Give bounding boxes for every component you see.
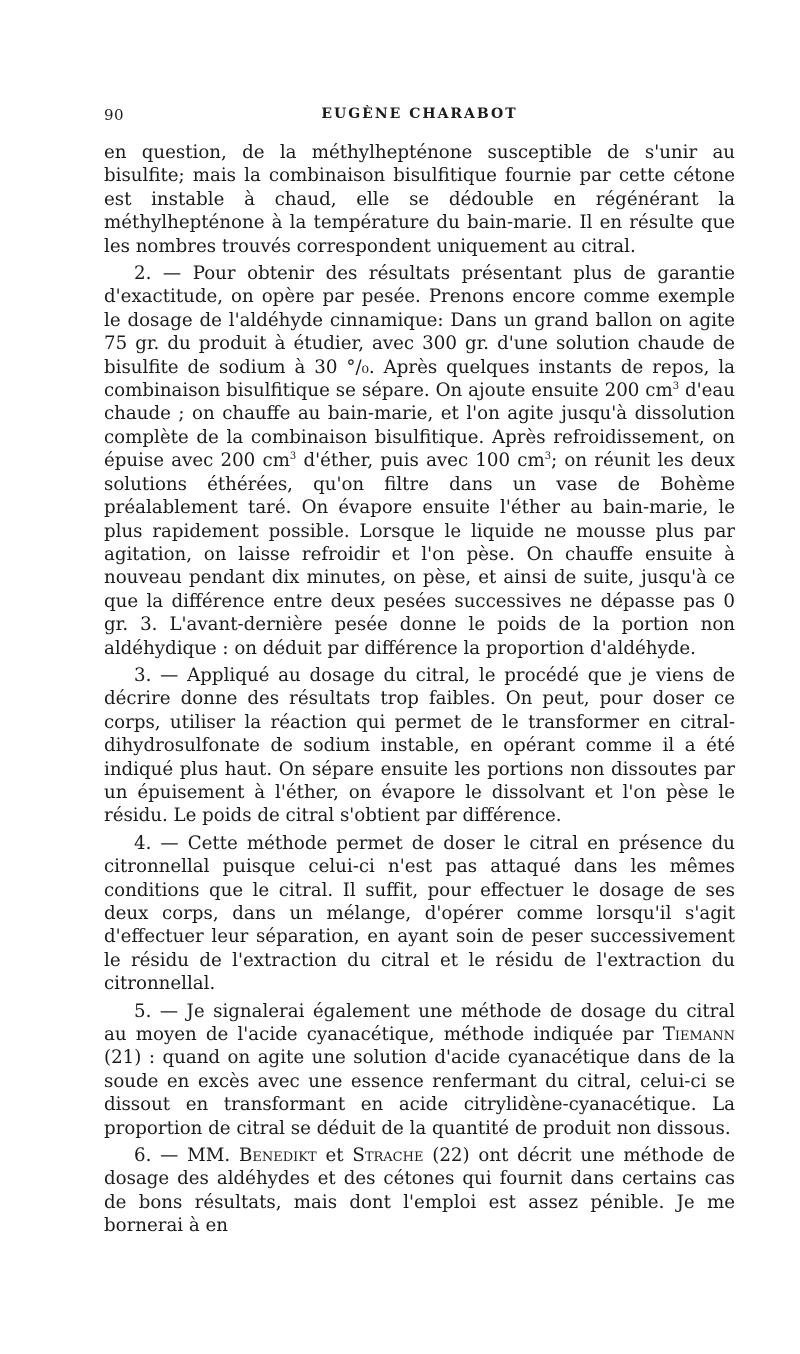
- paragraph-3: 3. — Appliqué au dosage du citral, le procédé que je viens de décrire donne des résultats trop faibles. On peut, pour doser ce corps, utiliser la réaction qui permet de le transformer en citral-dihydrosulfonate de sodium instable, en opérant comme il a été indiqué plus haut. On sépare ensuite les portions non dissoutes par un épuisement à l'éther, on évapore le dissolvant et l'on pèse le résidu. Le poids de citral s'obtient par différence.: [104, 664, 735, 827]
- paragraph-4: 4. — Cette méthode permet de doser le citral en présence du citronnellal puisque celui-ci n'est pas attaqué dans les mêmes conditions que le citral. Il suffit, pour effectuer le dosage de ses deux corps, dans un mélange, d'opérer comme lorsqu'il s'agit d'effectuer leur séparation, en ayant soin de peser successivement le résidu de l'extraction du citral et le résidu de l'extraction du citronnellal.: [104, 832, 735, 995]
- running-head: EUGÈNE CHARABOT: [321, 106, 518, 122]
- superscript-3: 3: [672, 381, 680, 392]
- paragraph-continuation: en question, de la méthylhepténone susceptible de s'unir au bisulfite; mais la combinaison bisulfitique fournie par cette cétone est instable à chaud, elle se dédouble en régénérant la méthylhepténone à la température du bain-marie. Il en résulte que les nombres trouvés correspondent uniquement au citral.: [104, 142, 735, 257]
- author-name: Tiemann: [662, 1024, 735, 1046]
- paragraph-2: 2. — Pour obtenir des résultats présentant plus de garantie d'exactitude, on opère par pesée. Prenons encore comme exemple le dosage de l'aldéhyde cinnamique: Dans un grand ballon on agite 75 gr. du produit à étudier, avec 300 gr. d'une solution chaude de bisulfite de sodium à 30 °/₀. Après quelques instants de repos, la combinaison bisulfitique se sépare. On ajoute ensuite 200 $cm^3$ d'eau chaude ; on chauffe au bain-marie, et l'on agite jusqu'à dissolution complète de la combinaison bisulfitique. Après refroidissement, on épuise avec 200 $cm^3$ d'éther, puis avec 100 $cm^3$; on réunit les deux solutions éthérées, qu'on filtre dans un vase de Bohème préalablement taré. On évapore ensuite l'éther au bain-marie, le plus rapidement possible. Lorsque le liquide ne mousse plus par agitation, on laisse refroidir et l'on pèse. On chauffe ensuite à nouveau pendant dix minutes, on pèse, et ainsi de suite, jusqu'à ce que la différence entre deux pesées successives ne dépasse pas 0 gr. 3. L'avant-dernière pesée donne le poids de la portion non aldéhydique : on déduit par différence la proportion d'aldéhyde.: [104, 263, 736, 659]
- body-text: [104, 141, 735, 1242]
- page-header: [104, 106, 735, 130]
- superscript-3: 3: [289, 451, 297, 463]
- superscript-3: 3: [544, 451, 552, 463]
- paragraph-6: 6. — MM. Benedikt et Strache (22) ont décrit une méthode de dosage des aldéhydes et des cétones qui fournit dans certains cas de bons résultats, mais dont l'emploi est assez pénible. Je me bornerai à en: [104, 1145, 735, 1237]
- paragraph-5: 5. — Je signalerai également une méthode de dosage du citral au moyen de l'acide cyanacétique, méthode indiquée par Tiemann (21) : quand on agite une solution d'acide cyanacétique dans de la soude en excès avec une essence renfermant du citral, celui-ci se dissout en transformant en acide citrylidène-cyanacétique. La proportion de citral se déduit de la quantité de produit non dissous.: [104, 1000, 735, 1139]
- author-name: Strache: [352, 1145, 424, 1167]
- page-number: 90: [104, 106, 125, 124]
- author-name: Benedikt: [239, 1145, 317, 1167]
